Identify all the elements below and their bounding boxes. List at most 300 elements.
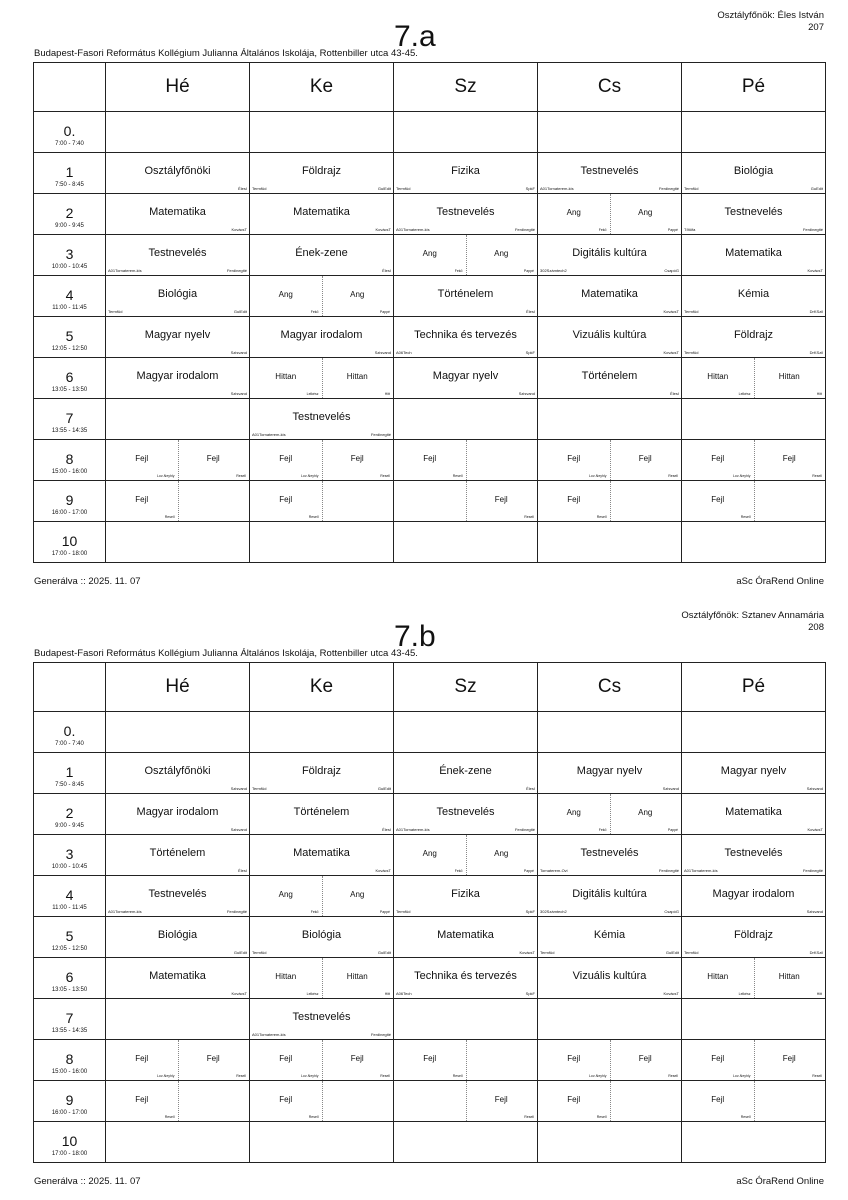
lesson xyxy=(682,753,825,793)
subject-name: Fejl xyxy=(711,454,725,463)
teacher-label: Szisvand xyxy=(518,391,535,396)
lesson xyxy=(394,153,537,193)
lesson xyxy=(106,753,249,793)
lesson-cell xyxy=(682,276,826,317)
subject-name: Fejl xyxy=(567,1095,581,1104)
teacher-label: Ferdinegité xyxy=(370,1032,391,1037)
period-cell xyxy=(34,153,106,194)
lesson xyxy=(682,876,825,916)
period-time: 9:00 - 9:45 xyxy=(55,223,84,229)
lesson xyxy=(250,835,393,875)
period-time: 10:00 - 10:45 xyxy=(51,264,88,270)
lesson-cell xyxy=(394,835,538,876)
subject-name: Magyar irodalom xyxy=(136,806,219,818)
lesson xyxy=(250,917,393,957)
split-lesson xyxy=(538,440,611,480)
subject-name: Történelem xyxy=(581,370,638,382)
room-label: A01Tornaterem-kis xyxy=(252,432,286,437)
lesson-cell xyxy=(394,876,538,917)
lesson-cell xyxy=(538,917,682,958)
teacher-label: Lov-Neyhly xyxy=(156,474,175,478)
lesson-cell xyxy=(106,153,250,194)
room-label: A01Tornaterem-kis xyxy=(396,827,430,832)
teacher-label: Lov-Neyhly xyxy=(156,1074,175,1078)
subject-name: Kémia xyxy=(737,288,770,300)
lesson-cell xyxy=(250,753,394,794)
subject-name: Ang xyxy=(638,208,653,217)
subject-name: Fejl xyxy=(711,1054,725,1063)
teacher-label: Fekő xyxy=(310,310,319,314)
teacher-label: Resell xyxy=(452,474,463,478)
subject-name: Kémia xyxy=(593,929,626,941)
subject-name: Fejl xyxy=(350,1054,364,1063)
teacher-label: Hitt xyxy=(384,992,390,996)
lesson xyxy=(250,399,393,439)
lesson-cell xyxy=(682,876,826,917)
room-label: A06Tech xyxy=(396,991,412,996)
day-header: Pé xyxy=(682,63,826,112)
teacher-label: Resell xyxy=(164,1115,175,1119)
teacher-label: ÉlesI xyxy=(382,827,391,832)
period-time: 7:00 - 7:40 xyxy=(55,141,84,147)
period-cell xyxy=(34,794,106,835)
subject-name: Fejl xyxy=(782,1054,796,1063)
day-header: Ke xyxy=(250,663,394,712)
lesson-cell xyxy=(394,399,538,440)
room-label: Termfüd xyxy=(108,309,123,314)
lesson-cell xyxy=(538,835,682,876)
lesson-cell xyxy=(250,835,394,876)
split-lesson xyxy=(250,481,323,521)
subject-name: Testnevelés xyxy=(724,206,783,218)
teacher-label: KovácsT xyxy=(231,991,247,996)
subject-name: Testnevelés xyxy=(724,847,783,859)
lesson-cell xyxy=(250,522,394,563)
subject-name: Földrajz xyxy=(733,929,774,941)
subject-name: Magyar irodalom xyxy=(712,888,795,900)
period-number: 6 xyxy=(65,969,74,985)
period-cell xyxy=(34,399,106,440)
lesson-cell xyxy=(394,358,538,399)
lesson-cell xyxy=(106,835,250,876)
lesson-cell xyxy=(682,958,826,999)
teacher-label: Lelkész xyxy=(306,392,319,396)
lesson xyxy=(394,276,537,316)
lesson xyxy=(106,876,249,916)
lesson-cell xyxy=(250,1040,394,1081)
lesson-cell xyxy=(250,153,394,194)
lesson xyxy=(538,358,681,398)
subject-name: Vizuális kultúra xyxy=(572,329,647,341)
lesson-cell xyxy=(106,276,250,317)
subject-name: Fejl xyxy=(494,1095,508,1104)
subject-name: Történelem xyxy=(149,847,206,859)
subject-name: Ang xyxy=(350,290,365,299)
timetable-grid xyxy=(33,662,826,1163)
split-lesson xyxy=(394,835,467,875)
lesson-cell xyxy=(250,440,394,481)
lesson-cell xyxy=(394,235,538,276)
period-time: 7:00 - 7:40 xyxy=(55,741,84,747)
lesson-cell xyxy=(682,399,826,440)
teacher-label: Ferdinegité xyxy=(658,868,679,873)
lesson xyxy=(538,917,681,957)
lesson-cell xyxy=(250,958,394,999)
subject-name: Matematika xyxy=(149,206,206,218)
lesson-cell xyxy=(250,317,394,358)
lesson-cell xyxy=(682,1040,826,1081)
day-header: Sz xyxy=(394,663,538,712)
subject-name: Földrajz xyxy=(301,165,342,177)
lesson-cell xyxy=(538,1040,682,1081)
lesson xyxy=(538,753,681,793)
lesson-cell xyxy=(538,440,682,481)
teacher-label: Ferdinegité xyxy=(226,268,247,273)
lesson-cell xyxy=(682,753,826,794)
lesson xyxy=(106,317,249,357)
split-lesson xyxy=(322,876,394,916)
subject-name: Magyar nyelv xyxy=(720,765,787,777)
split-lesson xyxy=(178,1081,250,1121)
teacher-label: Resell xyxy=(236,474,246,478)
period-number: 1 xyxy=(65,164,74,180)
lesson-cell xyxy=(394,1040,538,1081)
teacher-label: Resell xyxy=(812,1074,822,1078)
lesson-cell xyxy=(106,999,250,1040)
teacher-label: DrKSzil xyxy=(809,350,823,355)
split-lesson xyxy=(682,1081,755,1121)
split-lesson xyxy=(178,1040,250,1080)
school-name: Budapest-Fasori Református Kollégium Julianna Általános Iskolája, Rottenbiller utca 43-45. xyxy=(34,648,418,659)
split-lesson xyxy=(610,794,682,834)
teacher-label: Ferdinegité xyxy=(226,909,247,914)
timetable-page-7b xyxy=(0,600,848,1190)
split-lesson xyxy=(394,440,467,480)
period-number: 4 xyxy=(65,887,74,903)
period-number: 2 xyxy=(65,205,74,221)
room-label: Termfüd xyxy=(684,309,699,314)
split-lesson xyxy=(538,1040,611,1080)
split-lesson xyxy=(682,1040,755,1080)
teacher-label: Fekő xyxy=(454,869,463,873)
subject-name: Ang xyxy=(350,890,365,899)
lesson-cell xyxy=(250,917,394,958)
teacher-label: KovácsT xyxy=(231,227,247,232)
lesson-cell xyxy=(106,712,250,753)
lesson xyxy=(106,235,249,275)
subject-name: Fejl xyxy=(279,495,293,504)
teacher-label: Resell xyxy=(740,515,751,519)
room-label: Termfüd xyxy=(252,950,267,955)
lesson-cell xyxy=(682,235,826,276)
period-cell xyxy=(34,440,106,481)
split-lesson xyxy=(322,958,394,998)
room-number: 207 xyxy=(808,22,824,33)
teacher-label: Fekő xyxy=(454,269,463,273)
room-label: Termfüd xyxy=(684,350,699,355)
lesson xyxy=(394,753,537,793)
teacher-label: Lelkész xyxy=(738,992,751,996)
subject-name: Fejl xyxy=(135,1095,149,1104)
lesson xyxy=(682,153,825,193)
period-cell xyxy=(34,999,106,1040)
subject-name: Fejl xyxy=(711,495,725,504)
subject-name: Testnevelés xyxy=(148,888,207,900)
lesson xyxy=(538,835,681,875)
period-time: 7:50 - 8:45 xyxy=(55,182,84,188)
teacher-label: Pappé xyxy=(523,869,534,873)
subject-name: Matematika xyxy=(725,247,782,259)
subject-name: Fejl xyxy=(206,1054,220,1063)
lesson xyxy=(538,958,681,998)
period-cell xyxy=(34,753,106,794)
split-lesson xyxy=(682,358,755,398)
teacher-label: Lelkész xyxy=(306,992,319,996)
teacher-label: Pappé xyxy=(379,310,390,314)
teacher-label: Fekő xyxy=(598,828,607,832)
split-lesson xyxy=(250,876,323,916)
period-cell xyxy=(34,112,106,153)
subject-name: Testnevelés xyxy=(148,247,207,259)
lesson-cell xyxy=(682,194,826,235)
lesson-cell xyxy=(394,276,538,317)
period-time: 13:05 - 13:50 xyxy=(51,387,88,393)
period-time: 13:55 - 14:35 xyxy=(51,1028,88,1034)
lesson xyxy=(682,917,825,957)
lesson-cell xyxy=(538,712,682,753)
subject-name: Fejl xyxy=(567,495,581,504)
teacher-label: Lov-Neyhly xyxy=(300,1074,319,1078)
period-cell xyxy=(34,1081,106,1122)
period-cell xyxy=(34,712,106,753)
lesson xyxy=(538,876,681,916)
lesson-cell xyxy=(250,399,394,440)
lesson-cell xyxy=(538,317,682,358)
split-lesson xyxy=(322,1081,394,1121)
subject-name: Hittan xyxy=(346,372,368,381)
room-label: Termfüd xyxy=(396,909,411,914)
lesson-cell xyxy=(538,235,682,276)
subject-name: Ang xyxy=(422,849,437,858)
teacher-label: Resell xyxy=(380,1074,390,1078)
period-number: 8 xyxy=(65,451,74,467)
lesson-cell xyxy=(538,112,682,153)
period-cell xyxy=(34,522,106,563)
room-label: Termfüd xyxy=(540,950,555,955)
lesson-cell xyxy=(394,999,538,1040)
teacher-label: Lov-Neyhly xyxy=(588,474,607,478)
split-lesson xyxy=(538,1081,611,1121)
lesson-cell xyxy=(394,1122,538,1163)
lesson xyxy=(250,153,393,193)
teacher-label: Resell xyxy=(740,1115,751,1119)
lesson-cell xyxy=(394,917,538,958)
room-label: 302Számtech2 xyxy=(540,909,567,914)
lesson-cell xyxy=(682,794,826,835)
split-lesson xyxy=(466,440,538,480)
teacher-label: Resell xyxy=(164,515,175,519)
teacher-label: Resell xyxy=(308,1115,319,1119)
subject-name: Fejl xyxy=(638,1054,652,1063)
teacher-label: Ferdinegité xyxy=(514,227,535,232)
subject-name: Fejl xyxy=(423,454,437,463)
split-lesson xyxy=(754,358,826,398)
teacher-label: SpkF xyxy=(525,186,535,191)
teacher-label: KovácsT xyxy=(663,350,679,355)
split-lesson xyxy=(250,276,323,316)
room-label: A06Tech xyxy=(396,350,412,355)
subject-name: Osztályfőnöki xyxy=(144,765,211,777)
lesson-cell xyxy=(682,917,826,958)
timetable-grid xyxy=(33,62,826,563)
lesson-cell xyxy=(394,712,538,753)
day-header: Cs xyxy=(538,63,682,112)
split-lesson xyxy=(250,440,323,480)
lesson-cell xyxy=(106,753,250,794)
lesson xyxy=(538,235,681,275)
lesson-cell xyxy=(394,522,538,563)
subject-name: Hittan xyxy=(346,972,368,981)
teacher-label: Ferdinegité xyxy=(802,227,823,232)
lesson-cell xyxy=(106,1081,250,1122)
subject-name: Földrajz xyxy=(733,329,774,341)
lesson xyxy=(106,794,249,834)
lesson-cell xyxy=(394,194,538,235)
teacher-label: KovácsT xyxy=(375,868,391,873)
lesson-cell xyxy=(106,440,250,481)
period-cell xyxy=(34,1122,106,1163)
split-lesson xyxy=(394,235,467,275)
subject-name: Magyar irodalom xyxy=(136,370,219,382)
timetable-page-7a xyxy=(0,0,848,590)
period-time: 15:00 - 16:00 xyxy=(51,469,88,475)
period-number: 4 xyxy=(65,287,74,303)
period-cell xyxy=(34,358,106,399)
subject-name: Fejl xyxy=(206,454,220,463)
lesson xyxy=(394,958,537,998)
subject-name: Matematika xyxy=(725,806,782,818)
subject-name: Ang xyxy=(278,890,293,899)
subject-name: Fejl xyxy=(279,454,293,463)
lesson-cell xyxy=(682,1122,826,1163)
room-label: A01Tornaterem-kis xyxy=(684,868,718,873)
teacher-label: Szisvand xyxy=(230,391,247,396)
teacher-label: Pappé xyxy=(379,910,390,914)
period-cell xyxy=(34,958,106,999)
teacher-label: Lov-Neyhly xyxy=(732,474,751,478)
lesson-cell xyxy=(250,1122,394,1163)
lesson-cell xyxy=(538,999,682,1040)
teacher-label: Resell xyxy=(380,474,390,478)
period-number: 10 xyxy=(61,533,78,549)
teacher-label: Resell xyxy=(236,1074,246,1078)
lesson-cell xyxy=(250,876,394,917)
teacher-label: Szisvand xyxy=(662,786,679,791)
teacher-label: GuEdit xyxy=(810,186,823,191)
period-cell xyxy=(34,876,106,917)
subject-name: Fizika xyxy=(451,165,480,177)
subject-name: Történelem xyxy=(437,288,494,300)
teacher-label: KovácsT xyxy=(807,268,823,273)
split-lesson xyxy=(466,481,538,521)
split-lesson xyxy=(610,481,682,521)
subject-name: Matematika xyxy=(581,288,638,300)
corner-cell xyxy=(34,63,106,112)
day-header: Cs xyxy=(538,663,682,712)
teacher-label: Szisvand xyxy=(806,786,823,791)
lesson xyxy=(106,194,249,234)
lesson-cell xyxy=(106,481,250,522)
lesson xyxy=(106,835,249,875)
subject-name: Matematika xyxy=(149,970,206,982)
lesson-cell xyxy=(106,317,250,358)
class-title: 7.b xyxy=(394,620,436,653)
teacher-label: KovácsT xyxy=(807,827,823,832)
teacher-label: ÉlesI xyxy=(238,186,247,191)
teacher-label: Lov-Neyhly xyxy=(588,1074,607,1078)
teacher-label: Resell xyxy=(596,1115,607,1119)
period-cell xyxy=(34,835,106,876)
teacher-label: GulEdit xyxy=(377,186,391,191)
lesson-cell xyxy=(394,112,538,153)
split-lesson xyxy=(682,481,755,521)
room-label: Termfüd xyxy=(684,950,699,955)
subject-name: Hittan xyxy=(275,372,297,381)
teacher-label: SpkF xyxy=(525,909,535,914)
teacher-label: KovácsT xyxy=(663,309,679,314)
split-lesson xyxy=(754,481,826,521)
period-number: 8 xyxy=(65,1051,74,1067)
teacher-label: Ferdinegité xyxy=(802,868,823,873)
day-header: Hé xyxy=(106,63,250,112)
day-header: Sz xyxy=(394,63,538,112)
subject-name: Testnevelés xyxy=(436,206,495,218)
lesson xyxy=(394,317,537,357)
generated-date: Generálva :: 2025. 11. 07 xyxy=(34,576,141,587)
split-lesson xyxy=(178,440,250,480)
subject-name: Vizuális kultúra xyxy=(572,970,647,982)
teacher-label: Szisvand xyxy=(374,350,391,355)
period-number: 5 xyxy=(65,928,74,944)
lesson-cell xyxy=(682,440,826,481)
subject-name: Ang xyxy=(638,808,653,817)
period-number: 2 xyxy=(65,805,74,821)
lesson xyxy=(682,317,825,357)
period-time: 12:05 - 12:50 xyxy=(51,946,88,952)
lesson-cell xyxy=(682,835,826,876)
period-time: 12:05 - 12:50 xyxy=(51,346,88,352)
subject-name: Matematika xyxy=(293,206,350,218)
lesson-cell xyxy=(394,794,538,835)
period-time: 13:55 - 14:35 xyxy=(51,428,88,434)
subject-name: Digitális kultúra xyxy=(572,888,647,900)
split-lesson xyxy=(394,1040,467,1080)
lesson-cell xyxy=(394,958,538,999)
subject-name: Fejl xyxy=(711,1095,725,1104)
lesson-cell xyxy=(682,481,826,522)
period-number: 5 xyxy=(65,328,74,344)
lesson-cell xyxy=(106,1040,250,1081)
teacher-label: DrKSzil xyxy=(809,950,823,955)
subject-name: Fejl xyxy=(279,1095,293,1104)
split-lesson xyxy=(610,1081,682,1121)
split-lesson xyxy=(106,1040,179,1080)
lesson-cell xyxy=(538,1122,682,1163)
teacher-label: Fekő xyxy=(598,228,607,232)
period-time: 13:05 - 13:50 xyxy=(51,987,88,993)
lesson xyxy=(250,235,393,275)
subject-name: Hittan xyxy=(707,972,729,981)
